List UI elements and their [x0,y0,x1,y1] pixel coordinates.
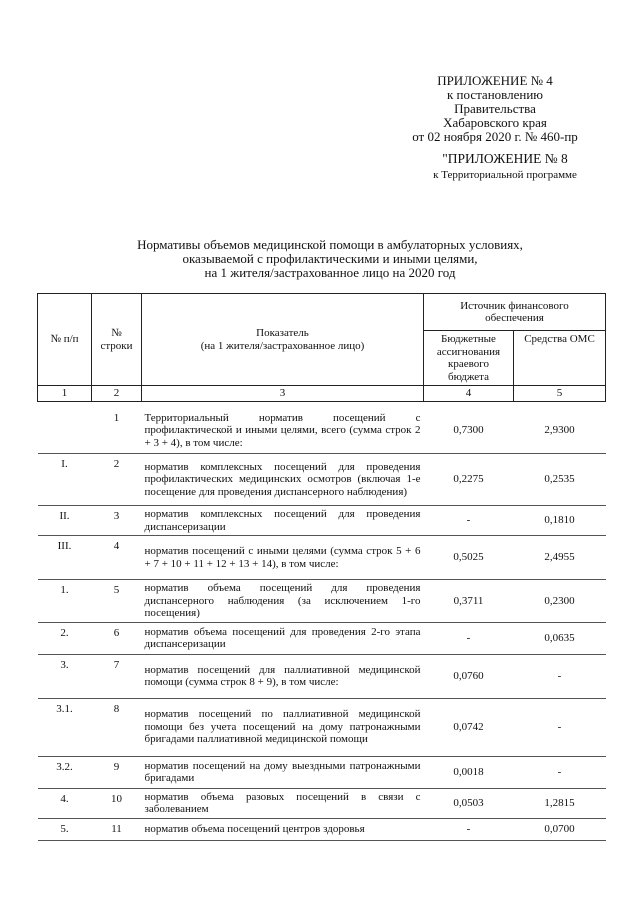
table-row [38,756,606,788]
row-line-number: 3 [92,506,142,536]
row-pp-number: III. [38,536,92,580]
row-line-number: 9 [92,756,142,788]
row-pp-number: 3. [38,654,92,698]
appendix-subtitle: к Территориальной программе [433,169,577,181]
table-row [38,698,606,756]
title-line-3: на 1 жителя/застрахованное лицо на 2020 год [204,265,456,280]
row-budget-value: 0,3711 [424,580,514,623]
row-pp-number: II. [38,506,92,536]
appendix-title: "ПРИЛОЖЕНИЕ № 8 [442,151,568,166]
row-line-number: 11 [92,818,142,840]
appendix-header [405,152,605,182]
norms-table [37,293,606,841]
row-budget-value: 0,5025 [424,536,514,580]
col-number: 2 [92,386,142,402]
row-budget-value: 0,0742 [424,698,514,756]
government-ref: Правительства [454,101,536,116]
row-budget-value: 0,0018 [424,756,514,788]
column-number-row [38,386,606,402]
row-indicator-text: норматив объема разовых посещений в связи с заболеванием [142,788,424,818]
row-indicator-text: Территориальный норматив посещений с профилактической и иными целями, всего (сумма строк 2 + 3 + 4), в том числе: [142,408,424,454]
row-oms-value: 0,0700 [514,818,606,840]
row-indicator-text: норматив посещений по паллиативной медицинской помощи без учета посещений на дому патронажными бригадами паллиативной медицинской помощи [142,698,424,756]
table-row [38,788,606,818]
row-pp-number: 1. [38,580,92,623]
row-indicator-text: норматив объема посещений для проведения 2-го этапа диспансеризации [142,622,424,654]
document-title [110,238,550,280]
approval-header [385,74,605,144]
resolution-ref: к постановлению [446,87,544,102]
row-budget-value: - [424,818,514,840]
row-oms-value: 1,2815 [514,788,606,818]
table-row [38,654,606,698]
row-indicator-text: норматив комплексных посещений для проведения диспансеризации [142,506,424,536]
row-pp-number: 3.2. [38,756,92,788]
region-ref: Хабаровского края [443,115,547,130]
row-line-number: 1 [92,408,142,454]
row-oms-value: 0,0635 [514,622,606,654]
row-line-number: 6 [92,622,142,654]
col-number: 3 [142,386,424,402]
row-indicator-text: норматив посещений с иными целями (сумма строк 5 + 6 + 7 + 10 + 11 + 12 + 13 + 14), в том числе: [142,536,424,580]
row-line-number: 5 [92,580,142,623]
row-oms-value: 0,1810 [514,506,606,536]
header-indicator: Показатель (на 1 жителя/застрахованное лицо) [142,294,424,386]
appendix-number: ПРИЛОЖЕНИЕ № 4 [437,73,553,88]
row-pp-number: 5. [38,818,92,840]
header-oms: Средства ОМС [514,331,606,386]
row-budget-value: 0,2275 [424,454,514,506]
row-oms-value: 2,4955 [514,536,606,580]
row-indicator-text: норматив объема посещений для проведения диспансерного наблюдения (за исключением 1-го посещения) [142,580,424,623]
header-funding-source: Источник финансового обеспечения [424,294,606,331]
row-indicator-text: норматив посещений на дому выездными патронажными бригадами [142,756,424,788]
row-pp-number: 4. [38,788,92,818]
row-line-number: 10 [92,788,142,818]
table-row [38,622,606,654]
row-indicator-text: норматив комплексных посещений для проведения профилактических медицинских осмотров (включая 1-е посещение для проведения диспансерного наблюдения) [142,454,424,506]
table-row [38,580,606,623]
header-pp: № п/п [38,294,92,386]
table-row [38,408,606,454]
row-pp-number [38,408,92,454]
col-number: 4 [424,386,514,402]
row-oms-value: 0,2300 [514,580,606,623]
row-oms-value: - [514,756,606,788]
row-pp-number: I. [38,454,92,506]
row-line-number: 2 [92,454,142,506]
row-budget-value: 0,7300 [424,408,514,454]
table-row [38,818,606,840]
row-budget-value: 0,0503 [424,788,514,818]
header-budget: Бюджетные ассигнования краевого бюджета [424,331,514,386]
table-row [38,536,606,580]
row-oms-value: - [514,654,606,698]
col-number: 5 [514,386,606,402]
row-budget-value: 0,0760 [424,654,514,698]
row-budget-value: - [424,622,514,654]
row-oms-value: - [514,698,606,756]
row-budget-value: - [424,506,514,536]
row-line-number: 4 [92,536,142,580]
title-line-2: оказываемой с профилактическими и иными целями, [182,251,478,266]
resolution-date: от 02 ноября 2020 г. № 460-пр [412,129,578,144]
row-oms-value: 0,2535 [514,454,606,506]
title-line-1: Нормативы объемов медицинской помощи в амбулаторных условиях, [137,237,523,252]
row-line-number: 8 [92,698,142,756]
row-pp-number: 3.1. [38,698,92,756]
row-oms-value: 2,9300 [514,408,606,454]
row-indicator-text: норматив объема посещений центров здоровья [142,818,424,840]
header-line: № строки [92,294,142,386]
table-row [38,506,606,536]
table-row [38,454,606,506]
col-number: 1 [38,386,92,402]
row-pp-number: 2. [38,622,92,654]
row-line-number: 7 [92,654,142,698]
row-indicator-text: норматив посещений для паллиативной медицинской помощи (сумма строк 8 + 9), в том числе: [142,654,424,698]
